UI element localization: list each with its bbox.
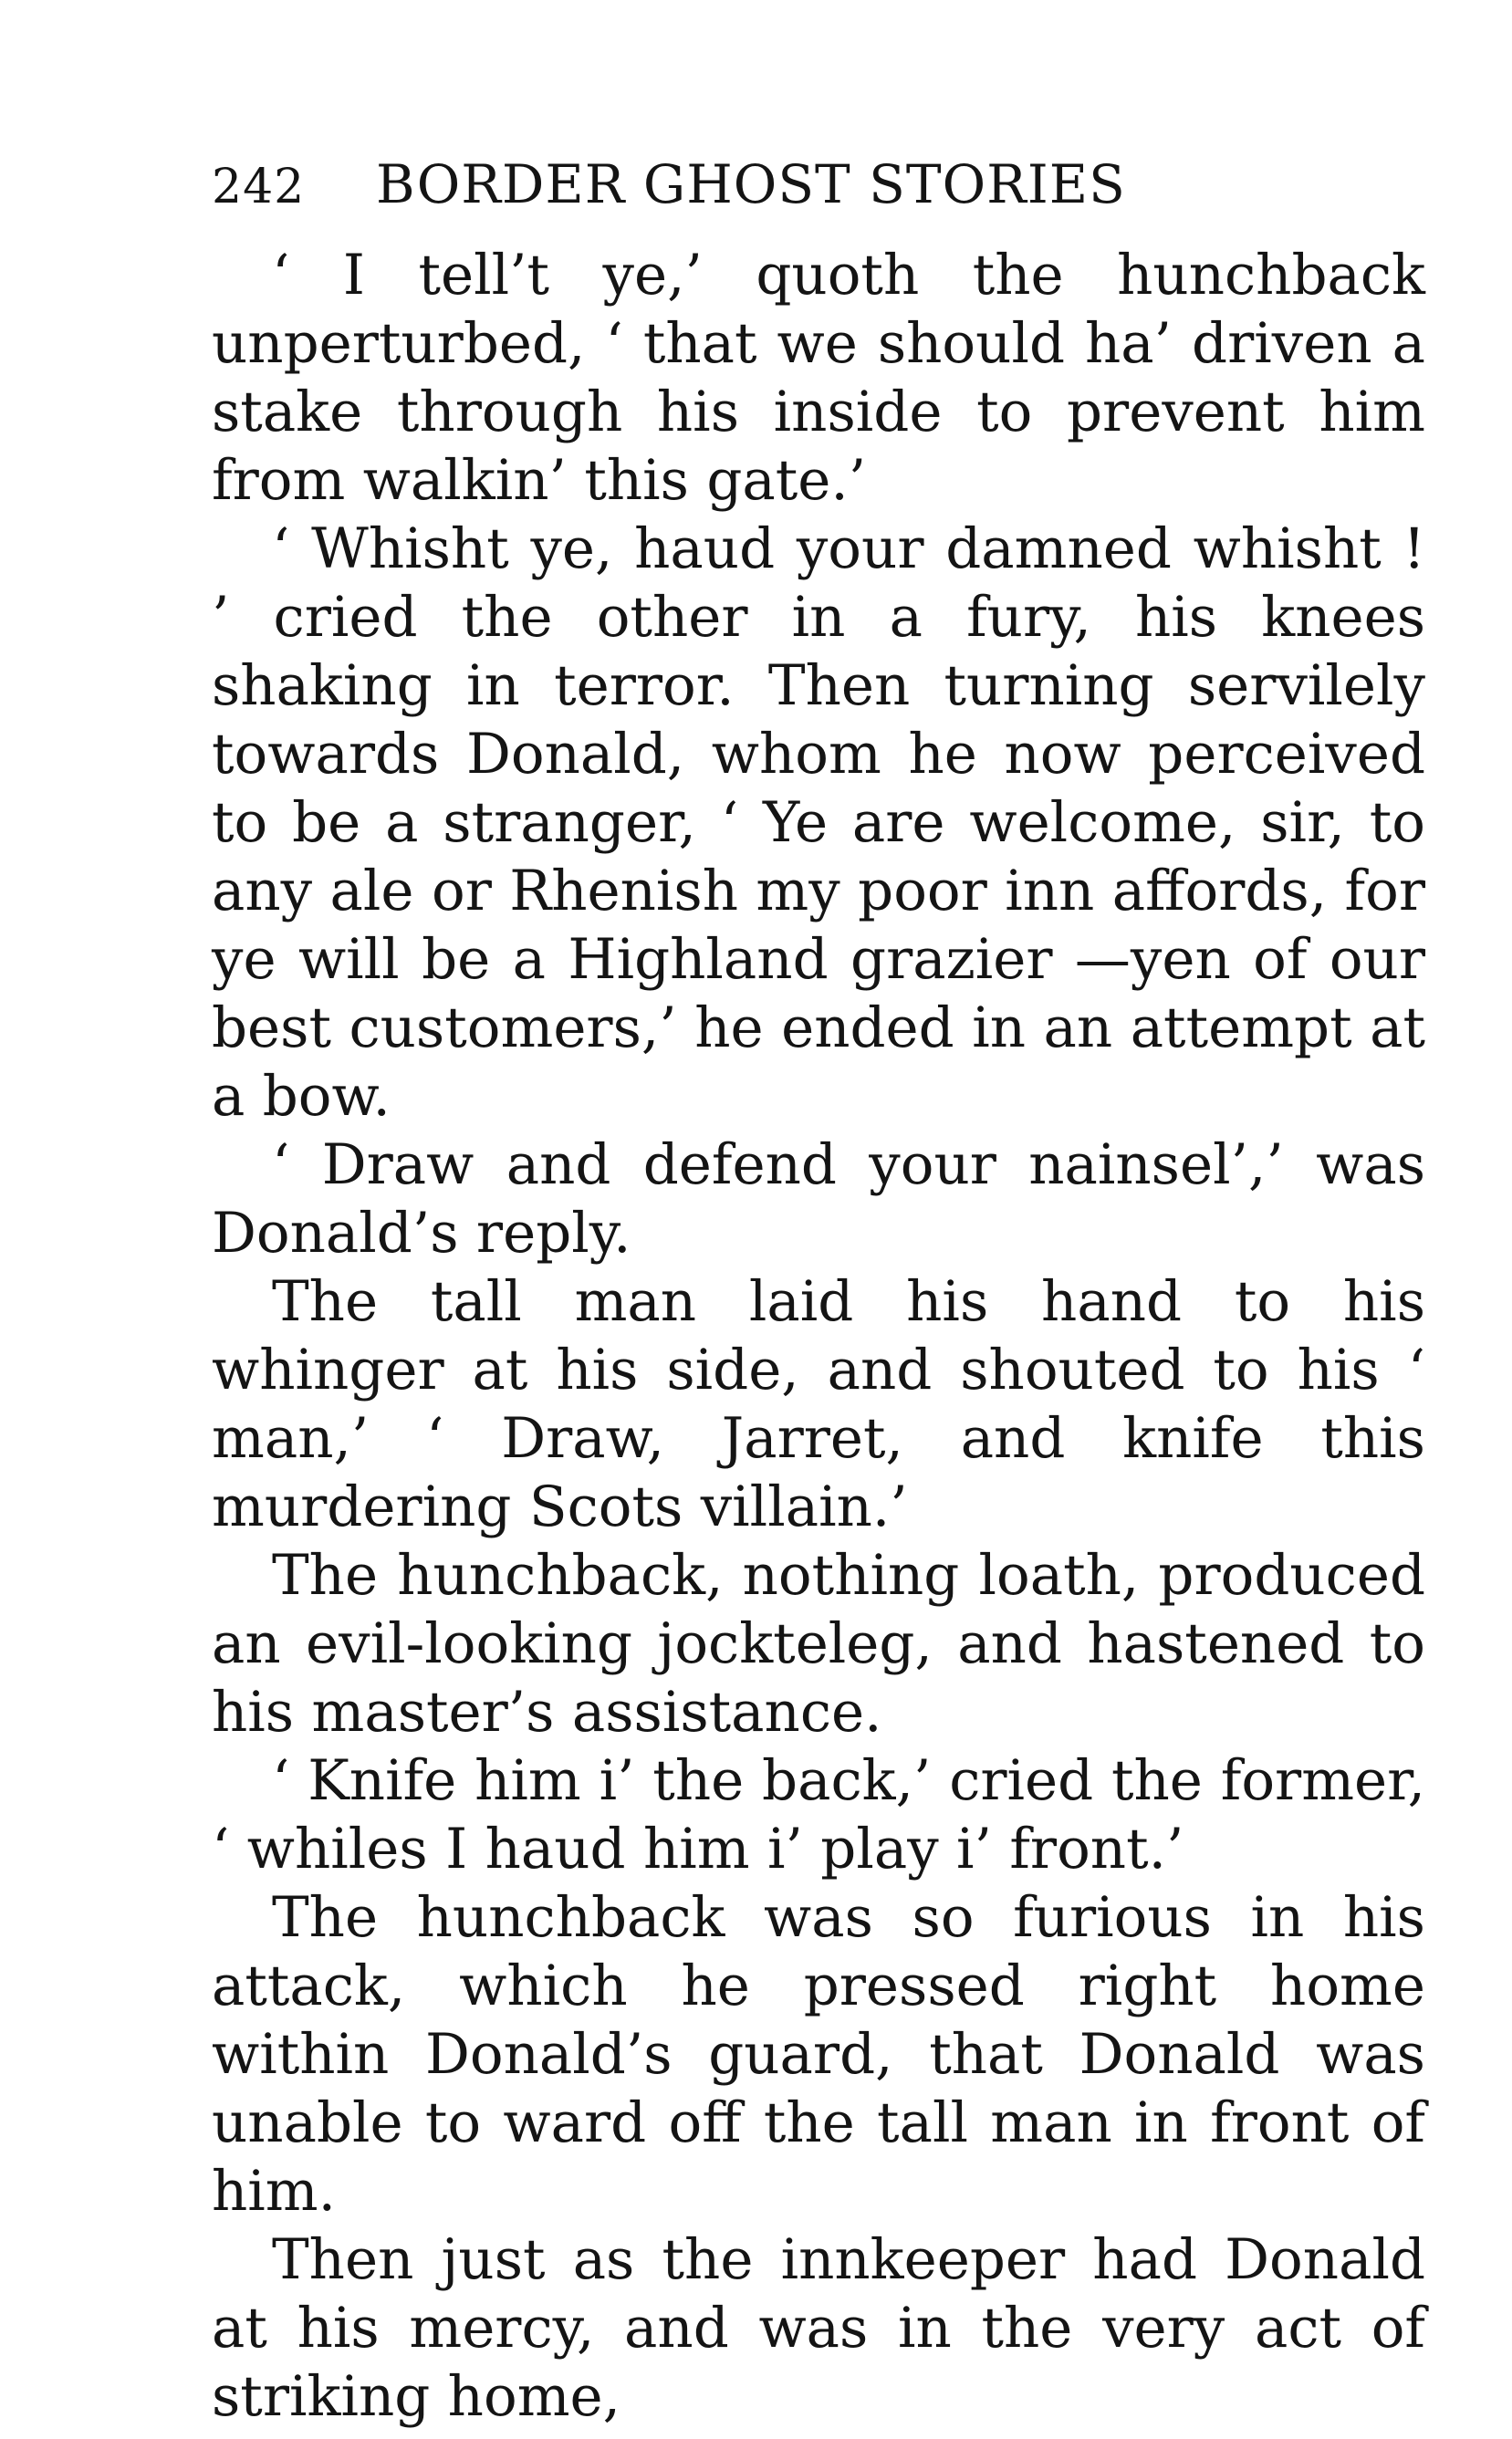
book-page	[212, 153, 1425, 2431]
paragraph-8: Then just as the innkeeper had Donald at his mercy, and was in the very act of striking home,	[212, 2227, 1425, 2429]
paragraph-4: The tall man laid his hand to his whinger at his side, and shouted to his ‘ man,’ ‘ Draw, Jarret, and knife this murdering Scots villain.’	[212, 1269, 1425, 1539]
paragraph-2: ‘ Whisht ye, haud your damned whisht ! ’ cried the other in a fury, his knees shaking in terror. Then turning servilely towards Donald, whom he now perceived to be a stranger, ‘ Ye are welcome, sir, to any ale or Rhenish my poor inn affords, for ye will be a Highland grazier —yen of our best customers,’ he ended in an attempt at a bow.	[212, 516, 1425, 1129]
book-title: BORDER GHOST STORIES	[376, 153, 1126, 215]
running-head	[212, 153, 1425, 235]
body-text	[212, 241, 1425, 2431]
paragraph-1: ‘ I tell’t ye,’ quoth the hunchback unperturbed, ‘ that we should ha’ driven a stake through his inside to prevent him from walkin’ this gate.’	[212, 243, 1425, 513]
paragraph-3: ‘ Draw and defend your nainsel’,’ was Donald’s reply.	[212, 1132, 1425, 1266]
paragraph-6: ‘ Knife him i’ the back,’ cried the former, ‘ whiles I haud him i’ play i’ front.’	[212, 1748, 1425, 1881]
paragraph-5: The hunchback, nothing loath, produced an evil-looking jockteleg, and hastened to his master’s assistance.	[212, 1543, 1425, 1745]
paragraph-7: The hunchback was so furious in his attack, which he pressed right home within Donald’s guard, that Donald was unable to ward off the tall man in front of him.	[212, 1885, 1425, 2224]
page-number: 242	[212, 160, 306, 214]
